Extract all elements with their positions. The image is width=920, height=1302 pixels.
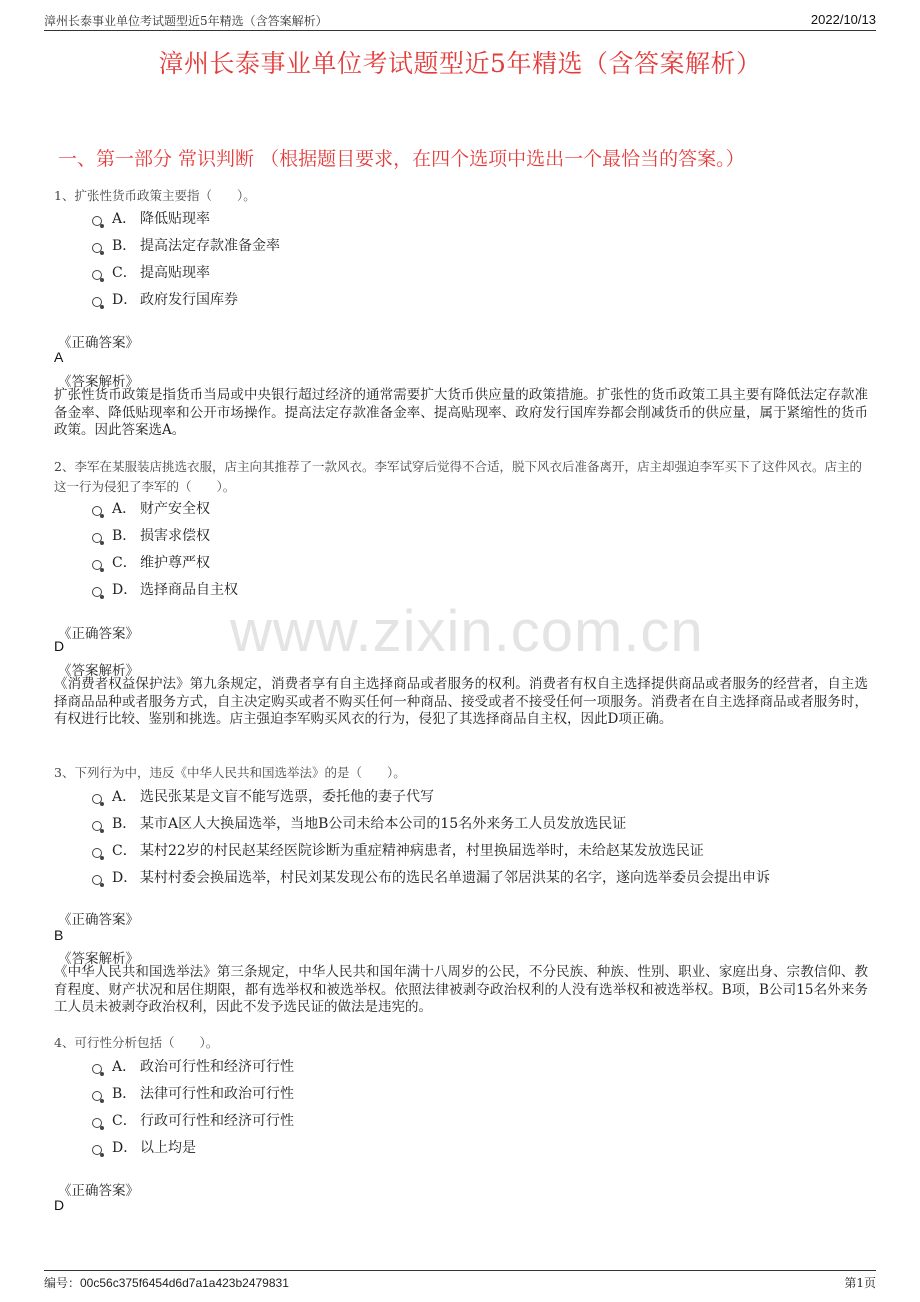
radio-icon[interactable] (92, 848, 102, 858)
explanation-text: 《中华人民共和国选举法》第三条规定，中华人民共和国年满十八周岁的公民，不分民族、种族、性别、职业、家庭出身、宗教信仰、教育程度、财产状况和居住期限，都有选举权和被选举权。依照法律被剥夺政治权利的人没有选举权和被选举权。B项，B公司15名外来务工人员未被剥夺政治权利，因此不发予选民证的做法是违宪的。 (54, 964, 868, 1015)
radio-icon[interactable] (92, 216, 102, 226)
option-text: 政府发行国库券 (140, 292, 238, 308)
explanation-label: 《答案解析》 (58, 951, 139, 967)
option-letter: A． (112, 789, 137, 805)
option-text: 法律可行性和政治可行性 (140, 1086, 294, 1102)
option-letter: C． (112, 843, 137, 859)
option-letter: D． (112, 582, 138, 598)
option-a[interactable] (92, 498, 210, 518)
option-d[interactable] (92, 579, 238, 599)
correct-answer: D (54, 638, 65, 654)
option-c[interactable] (92, 1110, 294, 1130)
option-text: 财产安全权 (140, 501, 210, 517)
radio-icon[interactable] (92, 270, 102, 280)
section-heading: 一、第一部分 常识判断 （根据题目要求，在四个选项中选出一个最恰当的答案。） (58, 148, 745, 170)
radio-icon[interactable] (92, 821, 102, 831)
option-d[interactable] (92, 867, 770, 887)
correct-answer: B (54, 927, 64, 943)
option-text: 某村村委会换届选举，村民刘某发现公布的选民名单遗漏了邻居洪某的名字，遂向选举委员会提出申诉 (140, 870, 770, 886)
option-letter: D． (112, 1140, 138, 1156)
answer-label: 《正确答案》 (58, 1183, 139, 1199)
explanation-label: 《答案解析》 (58, 663, 139, 679)
option-b[interactable] (92, 1083, 294, 1103)
option-text: 政治可行性和经济可行性 (140, 1059, 294, 1075)
watermark: www.zixin.com.cn (230, 599, 704, 664)
header-divider (44, 30, 876, 31)
option-text: 选民张某是文盲不能写选票，委托他的妻子代写 (140, 789, 434, 805)
correct-answer: A (54, 349, 64, 365)
option-letter: A． (112, 501, 137, 517)
radio-icon[interactable] (92, 587, 102, 597)
option-letter: A． (112, 1059, 137, 1075)
page-title: 漳州长泰事业单位考试题型近5年精选（含答案解析） (158, 49, 762, 78)
option-text: 某村22岁的村民赵某经医院诊断为重症精神病患者，村里换届选举时，未给赵某发放选民证 (140, 843, 704, 859)
footer-document-id: 编号：00c56c375f6454d6d7a1a423b2479831 (44, 1276, 289, 1290)
option-c[interactable] (92, 552, 210, 572)
radio-icon[interactable] (92, 1118, 102, 1128)
option-d[interactable] (92, 1137, 196, 1157)
radio-icon[interactable] (92, 560, 102, 570)
option-letter: B． (112, 1086, 137, 1102)
question-stem: 2、李军在某服装店挑选衣服，店主向其推荐了一款风衣。李军试穿后觉得不合适，脱下风衣后准备离开，店主却强迫李军买下了这件风衣。店主的这一行为侵犯了李军的（ ）。 (54, 459, 862, 494)
option-b[interactable] (92, 525, 210, 545)
radio-icon[interactable] (92, 533, 102, 543)
option-a[interactable] (92, 1056, 294, 1076)
answer-label: 《正确答案》 (58, 335, 139, 351)
option-letter: C． (112, 1113, 137, 1129)
header-document-title: 漳州长泰事业单位考试题型近5年精选（含答案解析） (44, 14, 328, 28)
option-d[interactable] (92, 289, 238, 309)
radio-icon[interactable] (92, 875, 102, 885)
option-text: 行政可行性和经济可行性 (140, 1113, 294, 1129)
option-a[interactable] (92, 208, 210, 228)
header-date: 2022/10/13 (810, 12, 876, 27)
footer-divider (44, 1270, 876, 1271)
option-letter: A． (112, 211, 137, 227)
radio-icon[interactable] (92, 243, 102, 253)
option-b[interactable] (92, 813, 626, 833)
option-c[interactable] (92, 840, 704, 860)
option-c[interactable] (92, 262, 210, 282)
option-letter: B． (112, 528, 137, 544)
question-stem: 3、下列行为中，违反《中华人民共和国选举法》的是（ ）。 (54, 765, 406, 780)
question-stem: 4、可行性分析包括（ ）。 (54, 1035, 219, 1050)
radio-icon[interactable] (92, 794, 102, 804)
option-text: 维护尊严权 (140, 555, 210, 571)
explanation-label: 《答案解析》 (58, 374, 139, 390)
radio-icon[interactable] (92, 297, 102, 307)
option-b[interactable] (92, 235, 280, 255)
option-letter: B． (112, 816, 137, 832)
option-text: 某市A区人大换届选举，当地B公司未给本公司的15名外来务工人员发放选民证 (140, 816, 627, 832)
option-letter: D． (112, 870, 138, 886)
answer-label: 《正确答案》 (58, 912, 139, 928)
option-letter: D． (112, 292, 138, 308)
radio-icon[interactable] (92, 1064, 102, 1074)
radio-icon[interactable] (92, 1145, 102, 1155)
radio-icon[interactable] (92, 506, 102, 516)
explanation-text: 《消费者权益保护法》第九条规定，消费者享有自主选择商品或者服务的权利。消费者有权自主选择提供商品或者服务的经营者，自主选择商品品种或者服务方式，自主决定购买或者不购买任何一种商品、接受或者不接受任何一项服务。消费者在自主选择商品或者服务时，有权进行比较、鉴别和挑选。店主强迫李军购买风衣的行为，侵犯了其选择商品自主权，因此D项正确。 (54, 676, 868, 727)
option-text: 提高法定存款准备金率 (140, 238, 280, 254)
option-text: 提高贴现率 (140, 265, 210, 281)
option-text: 损害求偿权 (140, 528, 210, 544)
correct-answer: D (54, 1197, 65, 1213)
option-text: 选择商品自主权 (140, 582, 238, 598)
option-letter: C． (112, 265, 137, 281)
question-stem: 1、扩张性货币政策主要指（ ）。 (54, 188, 256, 203)
option-text: 降低贴现率 (140, 211, 210, 227)
answer-label: 《正确答案》 (58, 626, 139, 642)
footer-page-number: 第1页 (844, 1276, 876, 1290)
option-letter: B． (112, 238, 137, 254)
option-text: 以上均是 (140, 1140, 196, 1156)
radio-icon[interactable] (92, 1091, 102, 1101)
option-letter: C． (112, 555, 137, 571)
option-a[interactable] (92, 786, 434, 806)
explanation-text: 扩张性货币政策是指货币当局或中央银行超过经济的通常需要扩大货币供应量的政策措施。扩张性的货币政策工具主要有降低法定存款准备金率、降低贴现率和公开市场操作。提高法定存款准备金率、提高贴现率、政府发行国库券都会削减货币的供应量，属于紧缩性的货币政策。因此答案选A。 (54, 387, 868, 438)
